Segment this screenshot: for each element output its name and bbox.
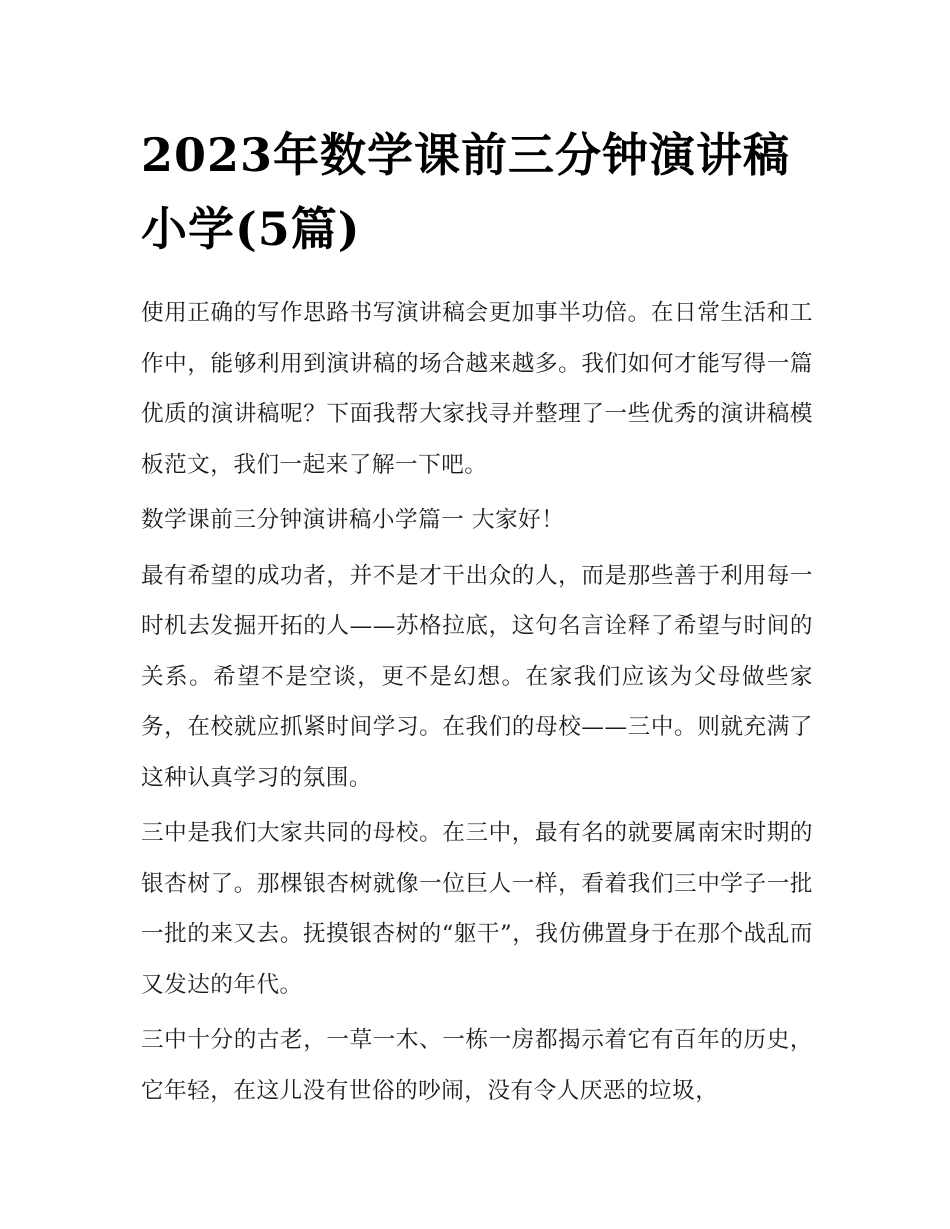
- intro-paragraph: 使用正确的写作思路书写演讲稿会更加事半功倍。在日常生活和工作中，能够利用到演讲稿的场合越来越多。我们如何才能写得一篇优质的演讲稿呢？下面我帮大家找寻并整理了一些优秀的演讲稿模板范文，我们一起来了解一下吧。: [141, 300, 813, 478]
- body-paragraph: 最有希望的成功者，并不是才干出众的人，而是那些善于利用每一时机去发掘开拓的人——苏格拉底，这句名言诠释了希望与时间的关系。希望不是空谈，更不是幻想。在家我们应该为父母做些家务，在校就应抓紧时间学习。在我们的母校——三中。则就充满了这种认真学习的氛围。: [141, 562, 813, 791]
- document-title: 2023年数学课前三分钟演讲稿小学(5篇): [141, 128, 791, 256]
- document-page: [141, 118, 813, 1121]
- body-paragraph: 三中十分的古老，一草一木、一栋一房都揭示着它有百年的历史，它年轻，在这儿没有世俗的吵闹，没有令人厌恶的垃圾，: [141, 1027, 813, 1104]
- document-body: [141, 288, 813, 1116]
- body-paragraph: 三中是我们大家共同的母校。在三中，最有名的就要属南宋时期的银杏树了。那棵银杏树就像一位巨人一样，看着我们三中学子一批一批的来又去。抚摸银杏树的“躯干”，我仿佛置身于在那个战乱而又发达的年代。: [141, 820, 813, 998]
- section-heading-paragraph: 数学课前三分钟演讲稿小学篇一 大家好！: [141, 507, 565, 533]
